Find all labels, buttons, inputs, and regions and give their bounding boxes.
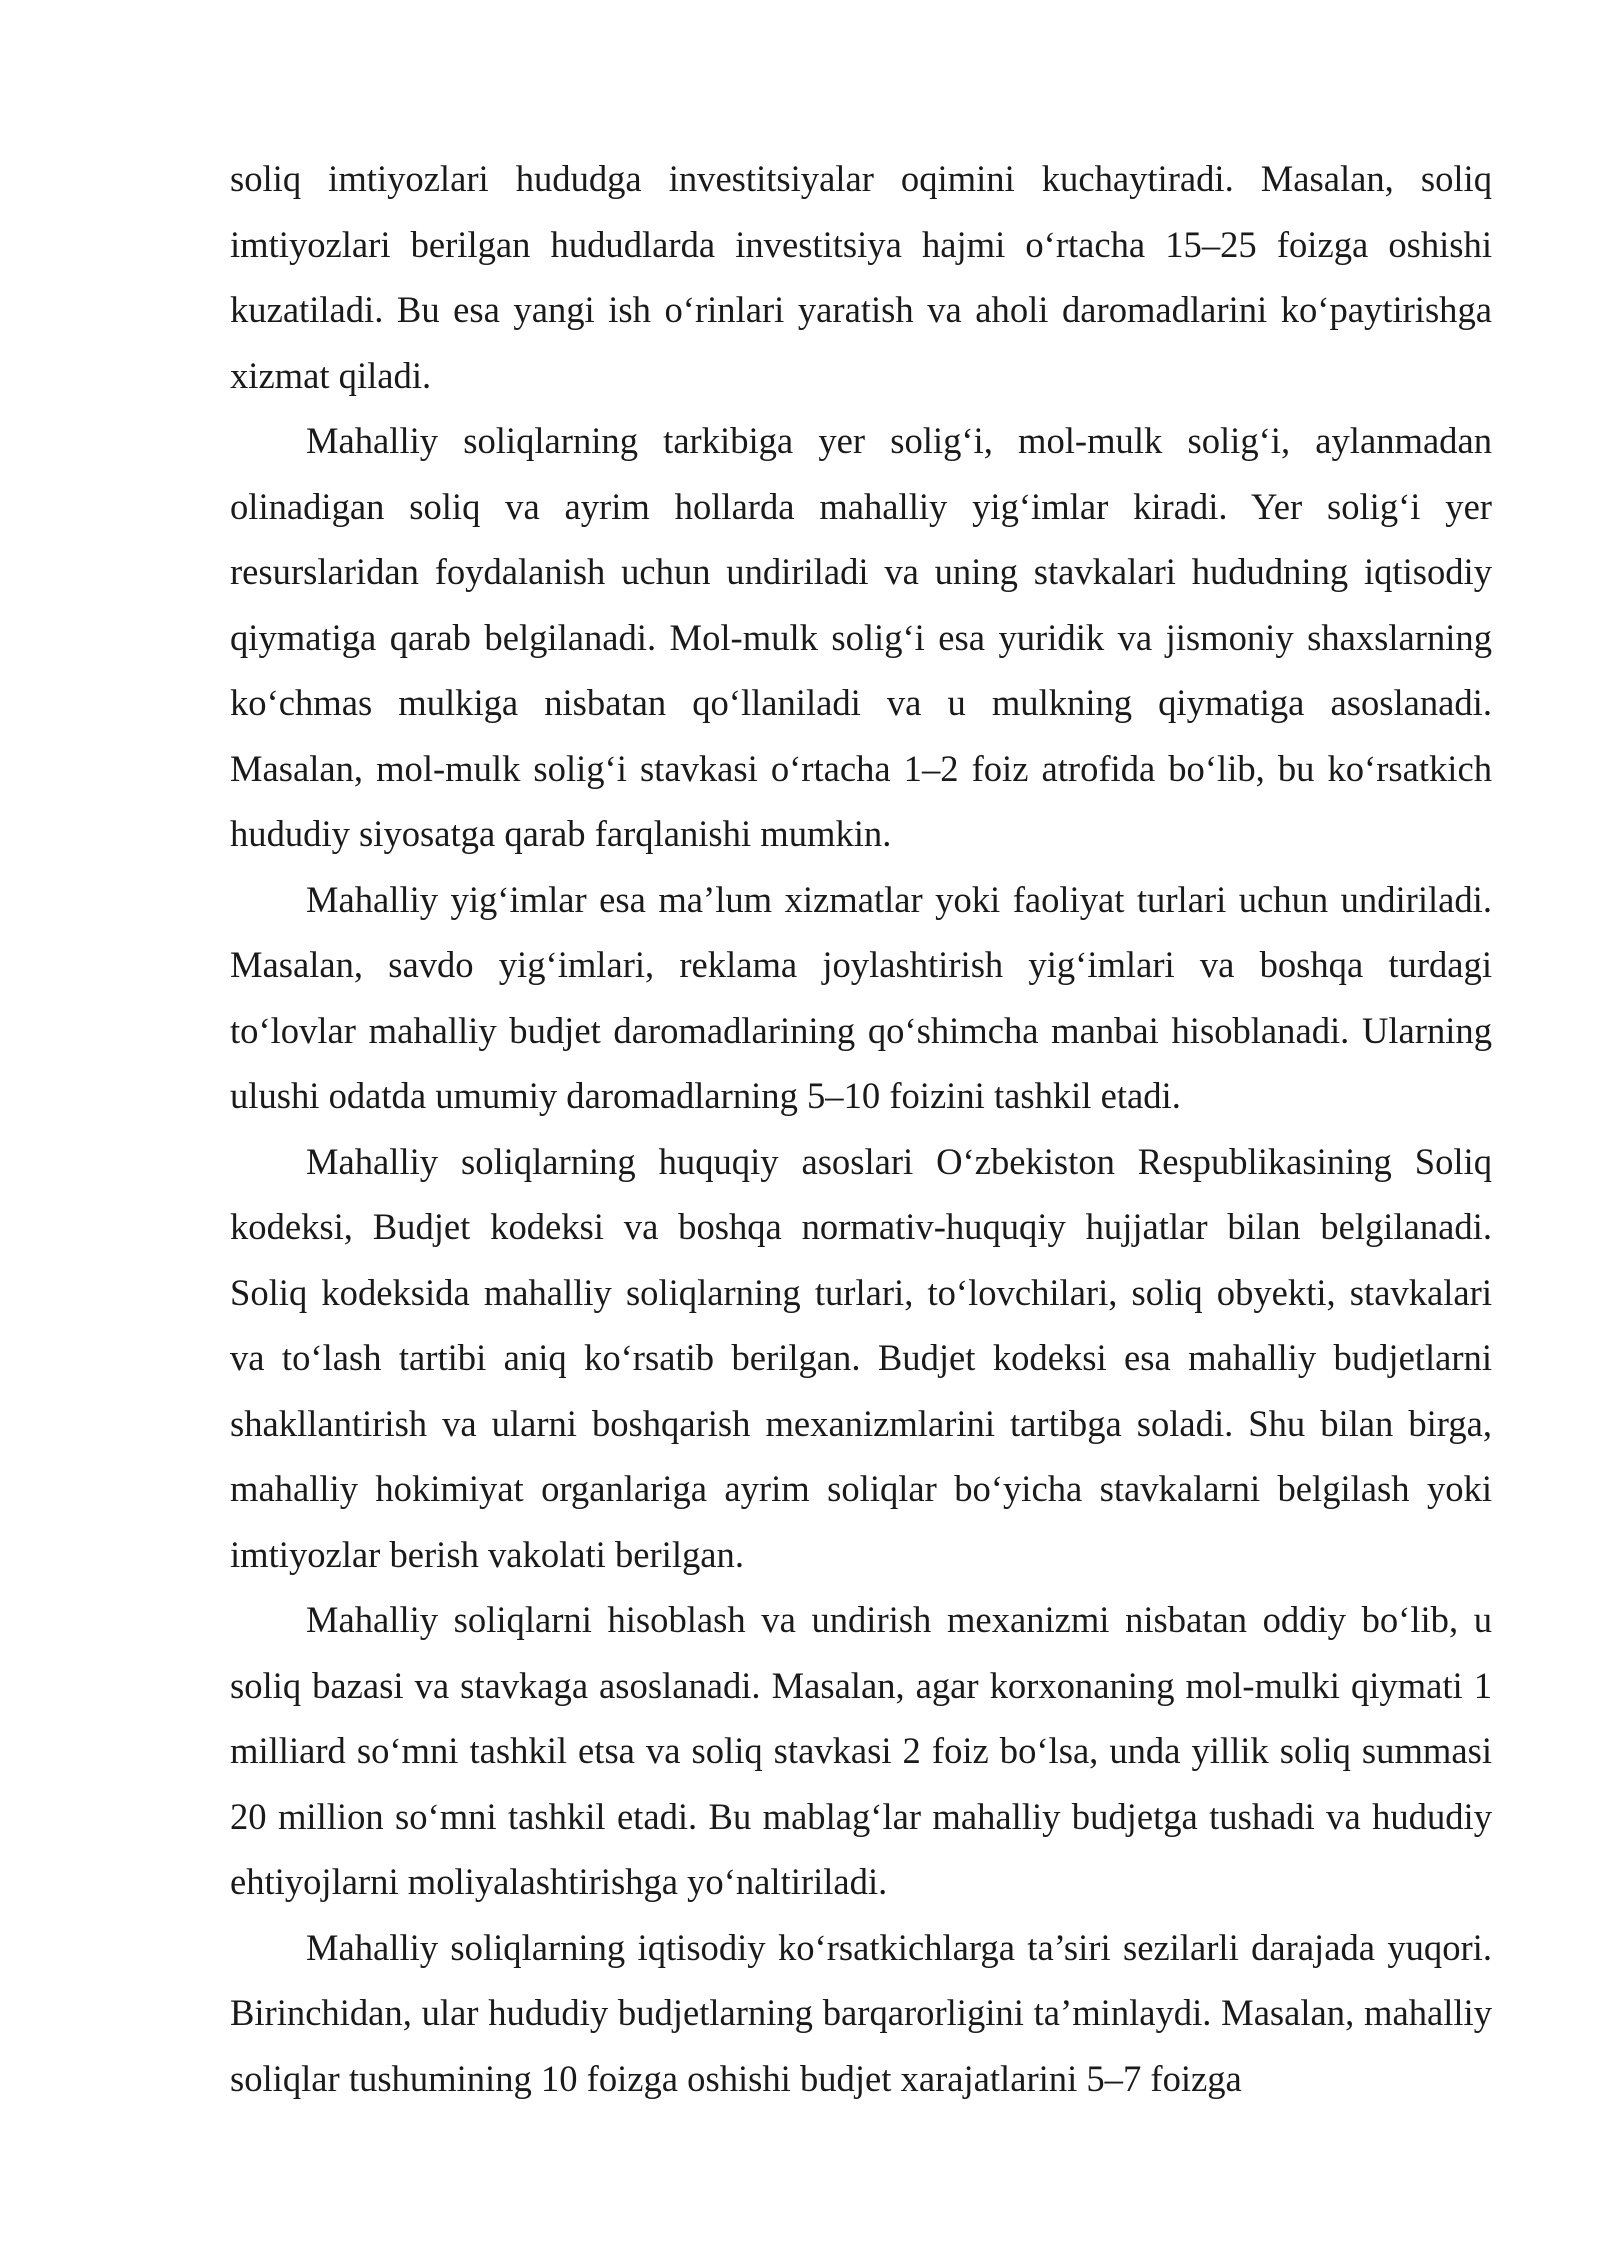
document-page — [230, 146, 1492, 2111]
paragraph-4: Mahalliy soliqlarning huquqiy asoslari O‘zbekiston Respublikasining Soliq kodeksi, Budjet kodeksi va boshqa normativ-huquqiy hujjatlar bilan belgilanadi. Soliq kodeksida mahalliy soliqlarning turlari, to‘lovchilari, soliq obyekti, stavkalari va to‘lash tartibi aniq ko‘rsatib berilgan. Budjet kodeksi esa mahalliy budjetlarni shakllantirish va ularni boshqarish mexanizmlarini tartibga soladi. Shu bilan birga, mahalliy hokimiyat organlariga ayrim soliqlar bo‘yicha stavkalarni belgilash yoki imtiyozlar berish vakolati berilgan. — [230, 1140, 1492, 1575]
paragraph-2: Mahalliy soliqlarning tarkibiga yer solig‘i, mol-mulk solig‘i, aylanmadan olinadigan soliq va ayrim hollarda mahalliy yig‘imlar kiradi. Yer solig‘i yer resurslaridan foydalanish uchun undiriladi va uning stavkalari hududning iqtisodiy qiymatiga qarab belgilanadi. Mol-mulk solig‘i esa yuridik va jismoniy shaxslarning ko‘chmas mulkiga nisbatan qo‘llaniladi va u mulkning qiymatiga asoslanadi. Masalan, mol-mulk solig‘i stavkasi o‘rtacha 1–2 foiz atrofida bo‘lib, bu ko‘rsatkich hududiy siyosatga qarab farqlanishi mumkin. — [230, 420, 1492, 854]
paragraph-6: Mahalliy soliqlarning iqtisodiy ko‘rsatkichlarga ta’siri sezilarli darajada yuqori. Birinchidan, ular hududiy budjetlarning barqarorligini ta’minlaydi. Masalan, mahalliy soliqlar tushumining 10 foizga oshishi budjet xarajatlarini 5–7 foizga — [230, 1926, 1492, 2099]
paragraph-5: Mahalliy soliqlarni hisoblash va undirish mexanizmi nisbatan oddiy bo‘lib, u soliq bazasi va stavkaga asoslanadi. Masalan, agar korxonaning mol-mulki qiymati 1 milliard so‘mni tashkil etsa va soliq stavkasi 2 foiz bo‘lsa, unda yillik soliq summasi 20 million so‘mni tashkil etadi. Bu mablag‘lar mahalliy budjetga tushadi va hududiy ehtiyojlarni moliyalashtirishga yo‘naltiriladi. — [230, 1599, 1492, 1902]
paragraph-3: Mahalliy yig‘imlar esa ma’lum xizmatlar yoki faoliyat turlari uchun undiriladi. Masalan, savdo yig‘imlari, reklama joylashtirish yig‘imlari va boshqa turdagi to‘lovlar mahalliy budjet daromadlarining qo‘shimcha manbai hisoblanadi. Ularning ulushi odatda umumiy daromadlarning 5–10 foizini tashkil etadi. — [230, 878, 1492, 1116]
paragraph-1: soliq imtiyozlari hududga investitsiyalar oqimini kuchaytiradi. Masalan, soliq imtiyozlari berilgan hududlarda investitsiya hajmi o‘rtacha 15–25 foizga oshishi kuzatiladi. Bu esa yangi ish o‘rinlari yaratish va aholi daromadlarini ko‘paytirishga xizmat qiladi. — [230, 158, 1492, 396]
